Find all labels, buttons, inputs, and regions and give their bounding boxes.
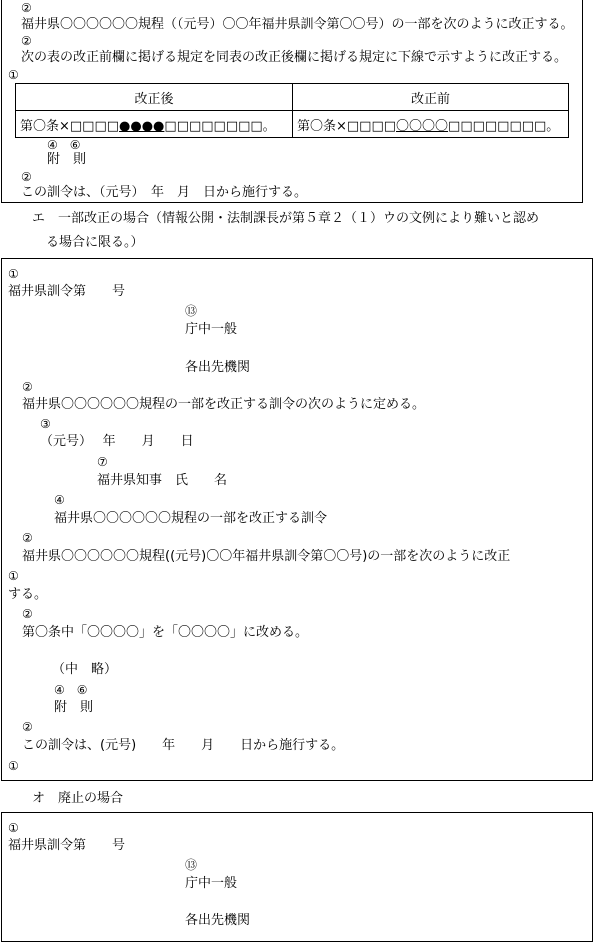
circled-mark: ④ ⑥ — [54, 683, 88, 697]
addressee: 庁中一般 — [185, 322, 238, 337]
section-heading: オ 廃止の場合 — [32, 791, 124, 806]
supplementary-provisions: 附 則 — [47, 152, 87, 167]
circled-mark: ① — [8, 267, 19, 281]
after-text-pre: 第〇条×□□□□ — [20, 118, 120, 134]
instruction-number: 福井県訓令第 号 — [8, 838, 126, 853]
circled-mark: ② — [22, 380, 33, 394]
amendment-line: 福井県〇〇〇〇〇〇規程（（元号）〇〇年福井県訓令第〇〇号）の一部を次のように改正する。 — [21, 17, 574, 32]
supplementary-provisions: 附 則 — [54, 700, 94, 715]
amendment-line: 次の表の改正前欄に掲げる規定を同表の改正後欄に掲げる規定に下線で示すように改正する。 — [21, 50, 568, 65]
after-text-underlined: ●●●● — [119, 118, 165, 134]
circled-mark: ① — [8, 569, 19, 583]
after-text-post: □□□□□□□□。 — [164, 118, 276, 134]
circled-mark: ① — [8, 821, 19, 835]
circled-mark: ② — [22, 607, 33, 621]
section-heading: エ 一部改正の場合（情報公開・法制課長が第５章２（１）ウの文例により難いと認め — [32, 211, 540, 226]
before-text-pre: 第〇条×□□□□ — [297, 118, 397, 134]
repeal-example-box — [1, 812, 593, 942]
circled-mark: ④ — [54, 493, 65, 507]
circled-mark: ① — [8, 759, 19, 773]
body-line: 福井県〇〇〇〇〇〇規程の一部を改正する訓令の次のように定める。 — [22, 397, 426, 412]
before-header: 改正前 — [293, 84, 569, 111]
after-cell — [16, 111, 293, 138]
circled-mark: ⑦ — [97, 455, 108, 469]
addressee: 各出先機関 — [185, 360, 251, 375]
circled-mark: ⑬ — [185, 304, 198, 318]
addressee: 庁中一般 — [185, 876, 238, 891]
section-heading-cont: る場合に限る。） — [46, 235, 144, 250]
governor-signature: 福井県知事 氏 名 — [97, 473, 228, 488]
circled-mark: ③ — [40, 417, 51, 431]
effective-date-line: この訓令は、(元号) 年 月 日から施行する。 — [22, 738, 345, 753]
after-header: 改正後 — [16, 84, 293, 111]
circled-mark: ⑬ — [185, 858, 198, 872]
comparison-table — [15, 83, 569, 138]
instruction-number: 福井県訓令第 号 — [8, 284, 126, 299]
date-line: （元号） 年 月 日 — [40, 434, 194, 449]
circled-mark: ② — [21, 1, 32, 15]
circled-mark: ② — [22, 531, 33, 545]
instruction-title: 福井県〇〇〇〇〇〇規程の一部を改正する訓令 — [54, 511, 328, 526]
omitted-note: （中 略） — [52, 662, 118, 677]
circled-mark: ④ ⑥ — [47, 138, 81, 152]
body-line: 第〇条中「〇〇〇〇」を「〇〇〇〇」に改める。 — [22, 625, 309, 640]
before-cell — [293, 111, 569, 138]
before-text-underlined: 〇〇〇〇 — [396, 118, 449, 134]
circled-mark: ② — [22, 720, 33, 734]
before-text-post: □□□□□□□□。 — [448, 118, 560, 134]
body-line: 福井県〇〇〇〇〇〇規程((元号)〇〇年福井県訓令第〇〇号)の一部を次のように改正 — [22, 549, 511, 564]
body-line: する。 — [8, 587, 48, 602]
circled-mark: ② — [21, 170, 32, 184]
circled-mark: ① — [8, 68, 19, 82]
effective-date-line: この訓令は、（元号） 年 月 日から施行する。 — [21, 185, 308, 200]
circled-mark: ② — [21, 34, 32, 48]
addressee: 各出先機関 — [185, 913, 251, 928]
